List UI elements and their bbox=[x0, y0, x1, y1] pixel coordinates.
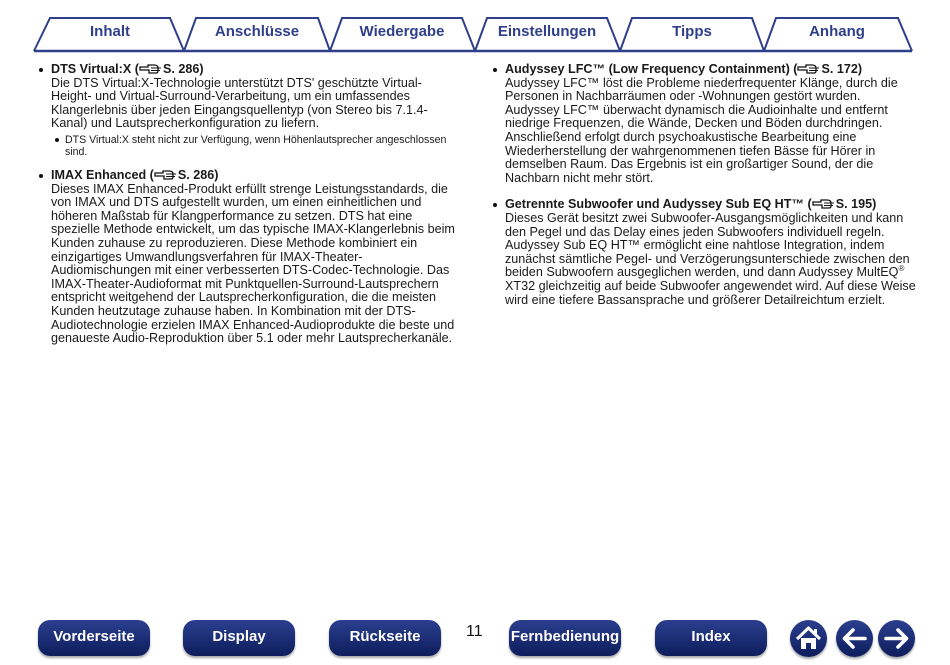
tab-anschluesse[interactable]: Anschlüsse bbox=[214, 23, 300, 40]
bullet bbox=[493, 203, 497, 207]
tab-einstellungen[interactable]: Einstellungen bbox=[497, 23, 597, 40]
bullet bbox=[39, 68, 43, 72]
hand-pointer-icon[interactable] bbox=[139, 62, 163, 74]
home-icon bbox=[790, 620, 827, 657]
entry-body bbox=[505, 77, 916, 186]
tab-inhalt[interactable]: Inhalt bbox=[90, 23, 130, 40]
home-button[interactable] bbox=[790, 620, 827, 657]
tab-tipps[interactable]: Tipps bbox=[672, 23, 712, 40]
entry-title bbox=[505, 197, 916, 212]
entry-title bbox=[51, 168, 462, 183]
entry-audyssey-lfc bbox=[491, 62, 916, 185]
back-button[interactable] bbox=[836, 620, 873, 657]
display-button[interactable]: Display bbox=[183, 620, 295, 656]
entry-title-text: Audyssey LFC™ (Low Frequency Containment) ( bbox=[505, 62, 798, 76]
bullet bbox=[493, 68, 497, 72]
entry-title bbox=[51, 62, 462, 77]
right-column bbox=[491, 62, 916, 316]
entry-text: Audyssey LFC™ löst die Probleme niederfrequenter Klänge, durch die Personen in Nachbarräumen oder -Wohnungen gestört wurden. Audyssey LFC™ überwacht dynamisch die Audioinhalte und entfernt niedrige Frequenzen, die Wände, Decken und Böden durchdringen. Anschließend erfolgt durch psychoakustische Bearbeitung eine Wiederherstellung der wahrgenommenen tiefen Bässe für Hörer in demselben Raum. Das Ergebnis ist ein großartiger Sound, der die Nachbarn nicht mehr stört. bbox=[505, 75, 898, 185]
index-button[interactable]: Index bbox=[655, 620, 767, 656]
hand-pointer-icon[interactable] bbox=[154, 168, 178, 180]
arrow-right-icon bbox=[878, 620, 915, 657]
note bbox=[51, 134, 462, 158]
entry-text bbox=[505, 212, 916, 307]
tab-bar bbox=[0, 0, 950, 56]
page-number: 11 bbox=[466, 623, 483, 640]
entry-imax-enhanced bbox=[37, 168, 462, 346]
entry-text: Dieses IMAX Enhanced-Produkt erfüllt strenge Leistungsstandards, die von IMAX und DTS aufgestellt wurden, um einen einheitlichen und höheren Maßstab für Klangperformance zu setzen. DTS hat eine spezielle Methode entwickelt, um das typische IMAX-Klangerlebnis beim Kunden zuhause zu reproduzieren. Diese Methode kombiniert ein einzigartiges Umwandlungsverfahren für IMAX-Theater-Audiomischungen mit einer verbesserten DTS-Codec-Technologie. Das IMAX-Theater-Audioformat mit Punktquellen-Surround-Lautsprechern entspricht weitgehend der Lautsprecherkonfiguration, die die meisten Kunden heutzutage zuhause haben. In Kombination mit der DTS-Audiotechnologie erzielen IMAX Enhanced-Audioprodukte die beste und genaueste Audio-Reproduktion über 5.1 oder mehr Lautsprecherkanäle. bbox=[51, 181, 455, 346]
forward-button[interactable] bbox=[878, 620, 915, 657]
tab-anhang[interactable]: Anhang bbox=[809, 23, 865, 40]
entry-title-text: IMAX Enhanced ( bbox=[51, 167, 154, 182]
entry-dts-virtual-x bbox=[37, 62, 462, 158]
remote-control-button[interactable]: Fernbedienung bbox=[509, 620, 621, 656]
entry-body bbox=[51, 183, 462, 346]
bullet bbox=[39, 174, 43, 178]
left-column bbox=[37, 62, 462, 355]
entry-body bbox=[51, 77, 462, 158]
tab-wiedergabe[interactable]: Wiedergabe bbox=[359, 23, 445, 40]
entry-title-text: DTS Virtual:X ( bbox=[51, 62, 139, 76]
entry-text-part: Dieses Gerät besitzt zwei Subwoofer-Ausgangsmöglichkeiten und kann den Pegel und das Delay eines jeden Subwoofers individuell regeln. Audyssey Sub EQ HT™ ermöglicht eine nahtlose Integration, indem zunächst sämtliche Pegel- und Verzögerungsunterschiede zwischen den beiden Subwoofern ausgeglichen werden, und dann Audyssey MultEQ bbox=[505, 210, 910, 280]
entry-sub-eq-ht bbox=[491, 197, 916, 307]
registered-mark: ® bbox=[898, 264, 905, 274]
arrow-left-icon bbox=[836, 620, 873, 657]
front-panel-button[interactable]: Vorderseite bbox=[38, 620, 150, 656]
page-reference-link[interactable]: S. 195) bbox=[835, 197, 877, 212]
entry-title-text: Getrennte Subwoofer und Audyssey Sub EQ HT™ ( bbox=[505, 197, 812, 212]
hand-pointer-icon[interactable] bbox=[797, 62, 821, 74]
page-reference-link[interactable]: S. 286) bbox=[177, 167, 219, 182]
rear-panel-button[interactable]: Rückseite bbox=[329, 620, 441, 656]
note-text: DTS Virtual:X steht nicht zur Verfügung, wenn Höhenlautsprecher angeschlossen sind. bbox=[65, 133, 447, 158]
entry-title bbox=[505, 62, 916, 77]
hand-pointer-icon[interactable] bbox=[812, 197, 836, 209]
page-reference-link[interactable]: S. 286) bbox=[162, 62, 204, 76]
entry-text-part: XT32 gleichzeitig auf beide Subwoofer angewendet wird. Auf diese Weise wird eine tiefere Bassansprache und größerer Detailreichtum erzielt. bbox=[505, 278, 916, 307]
entry-text: Die DTS Virtual:X-Technologie unterstützt DTS' geschützte Virtual-Height- und Virtual-Surround-Verarbeitung, um ein umfassendes Klangerlebnis über jeden Eingangsquellentyp (von Stereo bis 7.1.4-Kanal) und Lautsprecherkonfiguration zu liefern. bbox=[51, 75, 428, 131]
note-bullet bbox=[55, 138, 59, 142]
page-reference-link[interactable]: S. 172) bbox=[821, 62, 863, 76]
entry-body bbox=[505, 212, 916, 307]
